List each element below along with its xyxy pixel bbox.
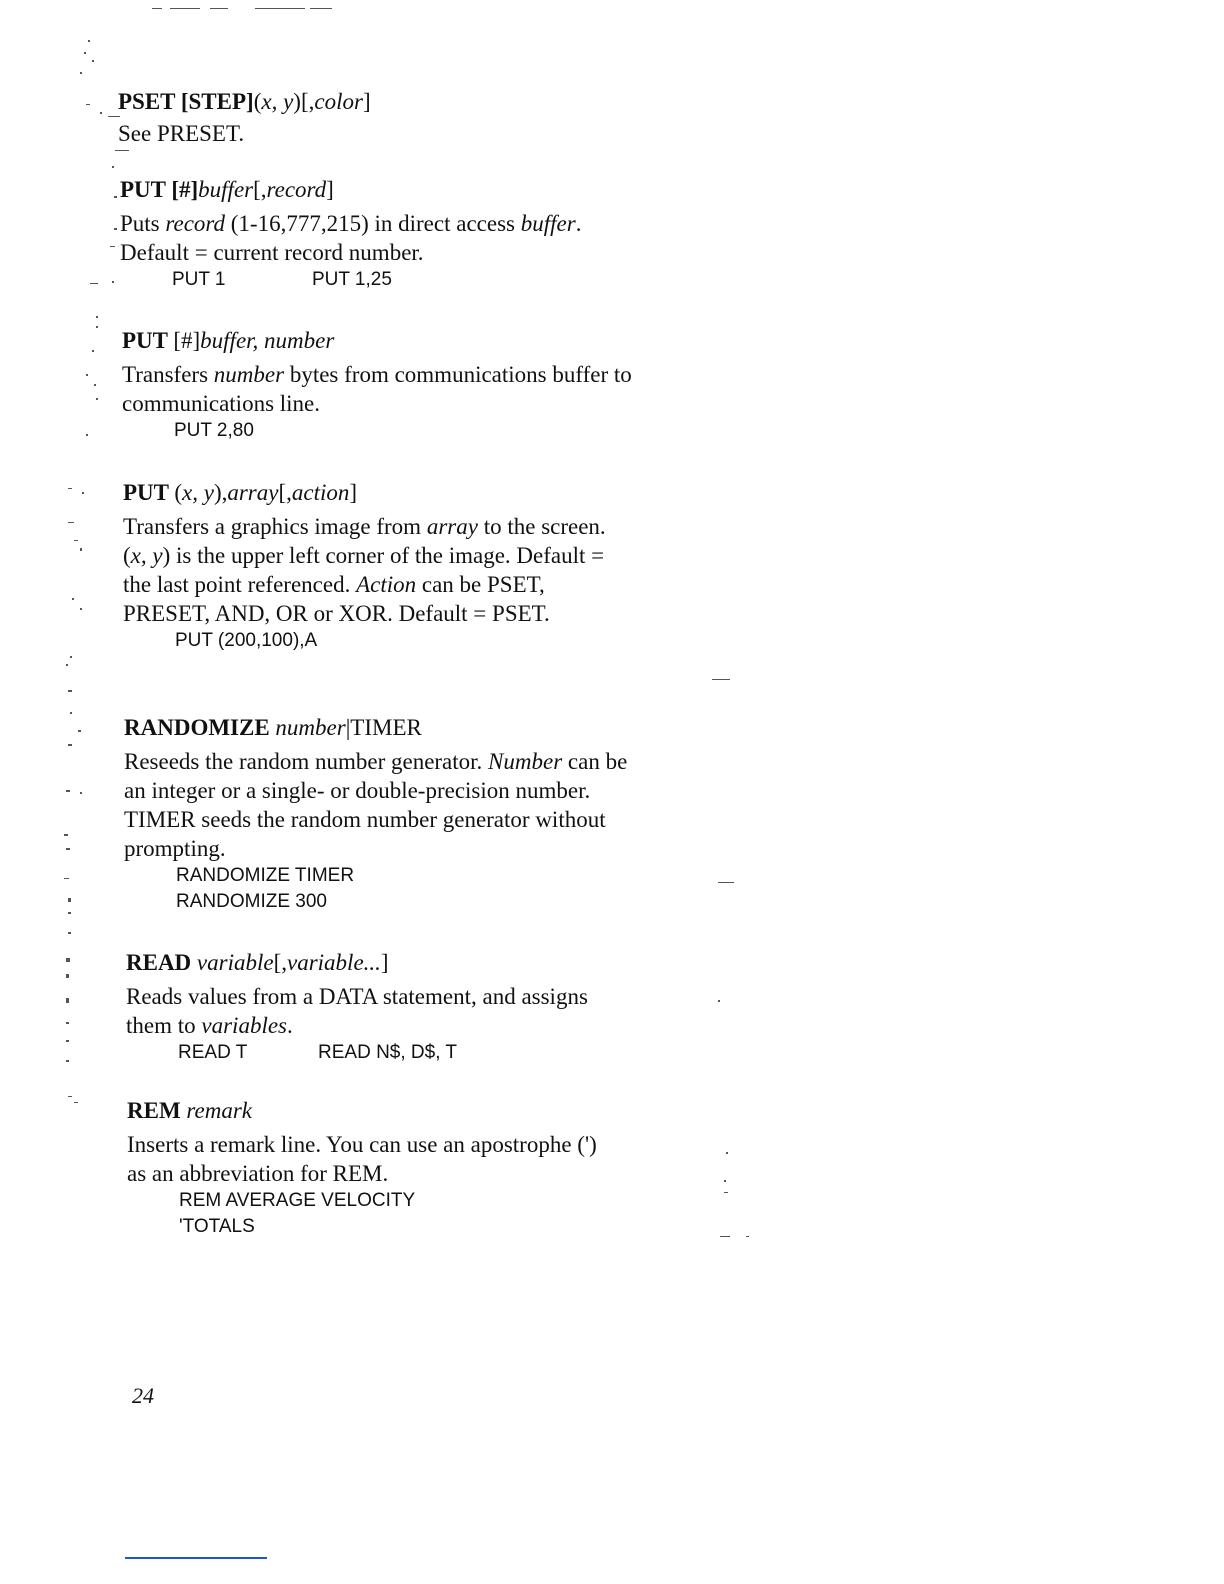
text-run: Inserts a remark line. You can use an apostrophe (') as an abbreviation for REM. xyxy=(127,1132,597,1186)
text-run: bytes from communications buffer to communications line. xyxy=(122,362,632,416)
parameter-text: variables xyxy=(201,1013,287,1038)
keyword-text: PUT xyxy=(122,328,174,353)
parameter-text: number xyxy=(275,715,346,740)
entry-signature xyxy=(118,87,678,117)
text-run: Reads values from a DATA statement, and assigns them to xyxy=(126,984,588,1038)
example-code: PUT 2,80 xyxy=(174,420,254,441)
parameter-text: variable xyxy=(196,950,274,975)
entry-examples xyxy=(123,628,623,654)
example-code: PUT (200,100),A xyxy=(175,630,318,651)
text-run: [#] xyxy=(173,328,201,353)
example-line xyxy=(174,418,642,444)
example-code: RANDOMIZE TIMER xyxy=(176,865,355,886)
text-run: ] xyxy=(349,480,358,505)
text-run: ) is the upper left corner of the image. Default = the last point referenced. xyxy=(123,543,605,597)
entry-signature xyxy=(123,478,623,508)
example-line xyxy=(176,863,644,889)
entry-examples xyxy=(127,1188,617,1240)
example-code: PUT 1,25 xyxy=(312,269,392,290)
example-code: 'TOTALS xyxy=(179,1216,255,1237)
entry-description xyxy=(123,512,623,628)
text-run: ), xyxy=(213,480,228,505)
keyword-text: READ xyxy=(126,950,197,975)
text-run: |TIMER xyxy=(345,715,422,740)
entry-description xyxy=(120,209,590,267)
keyword-text: RANDOMIZE xyxy=(124,715,276,740)
keyword-text: PSET xyxy=(118,89,181,114)
entry-put-communications xyxy=(122,326,642,444)
entry-examples xyxy=(120,267,590,293)
parameter-text: buffer, number xyxy=(200,328,335,353)
parameter-text: buffer xyxy=(520,211,576,236)
example-code: PUT 1 xyxy=(172,269,226,290)
example-line xyxy=(179,1188,617,1214)
example-code: RANDOMIZE 300 xyxy=(176,891,327,912)
entry-examples xyxy=(124,863,644,915)
entry-randomize xyxy=(124,713,644,915)
text-run: [, xyxy=(273,950,287,975)
parameter-text: color xyxy=(314,89,363,114)
example-line xyxy=(175,628,623,654)
parameter-text: buffer xyxy=(198,177,254,202)
example-code: READ N$, D$, T xyxy=(318,1042,458,1063)
text-run: ( xyxy=(253,89,262,114)
keyword-text: [STEP] xyxy=(180,89,254,114)
parameter-text: variable... xyxy=(287,950,381,975)
text-run: [, xyxy=(253,177,267,202)
entry-rem xyxy=(127,1096,617,1240)
entry-examples xyxy=(126,1040,616,1066)
parameter-text: x, y xyxy=(182,480,214,505)
text-run: can be an integer or a single- or double-precision number. TIMER seeds the random number generator without prompting. xyxy=(124,749,628,861)
entry-pset xyxy=(118,87,678,148)
example-code: READ T xyxy=(178,1042,248,1063)
parameter-text: Number xyxy=(488,749,563,774)
footer-rule xyxy=(125,1557,267,1559)
text-run: ] xyxy=(380,950,389,975)
text-run: Puts xyxy=(120,211,166,236)
text-run: )[, xyxy=(293,89,315,114)
entry-examples xyxy=(122,418,642,444)
text-run: (1-16,777,215) in direct access xyxy=(225,211,521,236)
example-line xyxy=(172,267,590,293)
keyword-text: PUT xyxy=(123,480,175,505)
entry-read xyxy=(126,948,616,1066)
text-run: . xyxy=(287,1013,293,1038)
text-run: . Default = current record number. xyxy=(120,211,582,265)
parameter-text: x, y xyxy=(130,543,163,568)
text-run: See PRESET. xyxy=(118,121,245,146)
parameter-text: array xyxy=(426,514,478,539)
entry-put-graphics xyxy=(123,478,623,654)
parameter-text: action xyxy=(291,480,350,505)
parameter-text: number xyxy=(213,362,285,387)
page-number: 24 xyxy=(132,1383,154,1408)
entry-signature xyxy=(122,326,642,356)
entry-description xyxy=(122,360,642,418)
text-run: ] xyxy=(362,89,371,114)
example-code: REM AVERAGE VELOCITY xyxy=(179,1190,416,1211)
entry-signature xyxy=(120,175,590,205)
text-run: Transfers xyxy=(122,362,214,387)
parameter-text: record xyxy=(266,177,327,202)
example-line xyxy=(176,889,644,915)
example-line xyxy=(178,1040,616,1066)
text-run: [, xyxy=(278,480,292,505)
entry-put-record xyxy=(120,175,590,293)
text-run: can be PSET, PRESET, AND, OR or XOR. Default = PSET. xyxy=(123,572,550,626)
parameter-text: x, y xyxy=(261,89,294,114)
example-line xyxy=(179,1214,617,1240)
text-run: to the screen. ( xyxy=(123,514,606,568)
keyword-text: REM xyxy=(127,1098,187,1123)
entry-description xyxy=(126,982,616,1040)
text-run: ( xyxy=(174,480,183,505)
entry-signature xyxy=(124,713,644,743)
parameter-text: record xyxy=(165,211,226,236)
entry-signature xyxy=(127,1096,617,1126)
parameter-text: Action xyxy=(356,572,417,597)
text-run: Reseeds the random number generator. xyxy=(124,749,489,774)
parameter-text: array xyxy=(227,480,279,505)
keyword-text: PUT xyxy=(120,177,172,202)
entry-description xyxy=(118,119,678,148)
text-run: ] xyxy=(326,177,334,202)
entry-description xyxy=(127,1130,617,1188)
text-run: Transfers a graphics image from xyxy=(123,514,427,539)
keyword-text: [#] xyxy=(171,177,199,202)
parameter-text: remark xyxy=(186,1098,252,1123)
entry-description xyxy=(124,747,644,863)
entry-signature xyxy=(126,948,616,978)
